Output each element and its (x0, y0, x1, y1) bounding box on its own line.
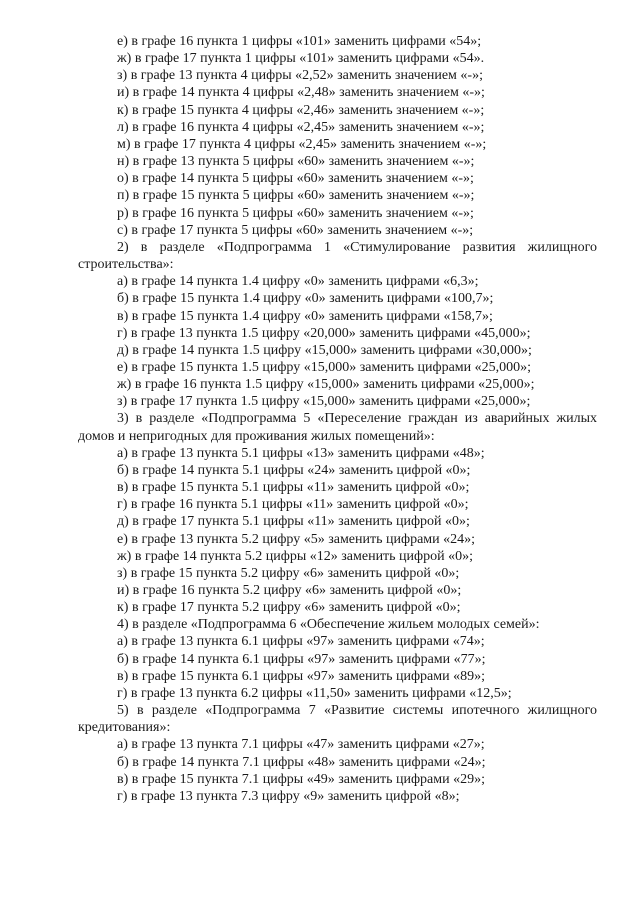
amendment-item: г) в графе 13 пункта 7.3 цифру «9» заменить цифрой «8»; (117, 788, 460, 804)
amendment-item: ж) в графе 16 пункта 1.5 цифру «15,000» заменить цифрами «25,000»; (117, 377, 535, 393)
amendment-item: е) в графе 15 пункта 1.5 цифру «15,000» заменить цифрами «25,000»; (117, 359, 532, 375)
amendment-item: к) в графе 15 пункта 4 цифры «2,46» заменить значением «-»; (117, 102, 485, 118)
section-heading-5-cont: кредитования»: (78, 720, 171, 736)
amendment-item: ж) в графе 14 пункта 5.2 цифры «12» заменить цифрой «0»; (117, 548, 473, 564)
amendment-item: д) в графе 14 пункта 1.5 цифру «15,000» заменить цифрами «30,000»; (117, 342, 532, 358)
section-heading-2: 2) в разделе «Подпрограмма 1 «Стимулирование развития жилищного (117, 239, 597, 255)
amendment-item: ж) в графе 17 пункта 1 цифры «101» заменить цифрами «54». (117, 51, 485, 67)
amendment-item: з) в графе 15 пункта 5.2 цифру «6» заменить цифрой «0»; (117, 565, 460, 581)
amendment-item: г) в графе 13 пункта 6.2 цифры «11,50» заменить цифрами «12,5»; (117, 685, 512, 701)
amendment-item: б) в графе 15 пункта 1.4 цифру «0» заменить цифрами «100,7»; (117, 291, 494, 307)
amendment-item: а) в графе 13 пункта 7.1 цифры «47» заменить цифрами «27»; (117, 737, 485, 753)
amendment-item: и) в графе 16 пункта 5.2 цифру «6» заменить цифрой «0»; (117, 583, 462, 598)
amendment-item: л) в графе 16 пункта 4 цифры «2,45» заменить значением «-»; (117, 119, 485, 135)
section-heading-2-cont: строительства»: (78, 257, 174, 273)
amendment-item: а) в графе 13 пункта 5.1 цифры «13» заменить цифрами «48»; (117, 445, 485, 461)
amendment-item: о) в графе 14 пункта 5 цифры «60» заменить значением «-»; (117, 171, 474, 187)
amendment-item: с) в графе 17 пункта 5 цифры «60» заменить значением «-»; (117, 222, 474, 238)
section-heading-3-cont: домов и непригодных для проживания жилых помещений»: (78, 428, 435, 444)
section-heading-4: 4) в разделе «Подпрограмма 6 «Обеспечение жильем молодых семей»: (117, 617, 540, 633)
amendment-item: р) в графе 16 пункта 5 цифры «60» заменить значением «-»; (117, 205, 474, 221)
amendment-item: г) в графе 13 пункта 1.5 цифру «20,000» заменить цифрами «45,000»; (117, 325, 531, 341)
amendment-item: к) в графе 17 пункта 5.2 цифру «6» заменить цифрой «0»; (117, 600, 461, 616)
amendment-item: з) в графе 17 пункта 1.5 цифру «15,000» заменить цифрами «25,000»; (117, 394, 531, 410)
amendment-item: е) в графе 16 пункта 1 цифры «101» заменить цифрами «54»; (117, 34, 482, 49)
amendment-item: д) в графе 17 пункта 5.1 цифры «11» заменить цифрой «0»; (117, 514, 470, 530)
amendment-item: а) в графе 14 пункта 1.4 цифру «0» заменить цифрами «6,3»; (117, 274, 479, 290)
amendment-item: н) в графе 13 пункта 5 цифры «60» заменить значением «-»; (117, 154, 475, 170)
amendment-item: з) в графе 13 пункта 4 цифры «2,52» заменить значением «-»; (117, 68, 483, 84)
amendment-item: е) в графе 13 пункта 5.2 цифру «5» заменить цифрами «24»; (117, 531, 476, 547)
amendment-item: в) в графе 15 пункта 5.1 цифры «11» заменить цифрой «0»; (117, 480, 470, 496)
amendment-item: в) в графе 15 пункта 1.4 цифру «0» заменить цифрами «158,7»; (117, 308, 493, 324)
amendment-item: п) в графе 15 пункта 5 цифры «60» заменить значением «-»; (117, 188, 475, 204)
amendment-item: в) в графе 15 пункта 7.1 цифры «49» заменить цифрами «29»; (117, 771, 486, 787)
amendment-item: б) в графе 14 пункта 5.1 цифры «24» заменить цифрой «0»; (117, 462, 471, 478)
amendment-item: м) в графе 17 пункта 4 цифры «2,45» заменить значением «-»; (117, 136, 487, 152)
section-heading-3: 3) в разделе «Подпрограмма 5 «Переселение граждан из аварийных жилых (117, 411, 597, 427)
amendment-item: б) в графе 14 пункта 6.1 цифры «97» заменить цифрами «77»; (117, 651, 486, 667)
amendment-item: а) в графе 13 пункта 6.1 цифры «97» заменить цифрами «74»; (117, 634, 485, 650)
amendment-item: в) в графе 15 пункта 6.1 цифры «97» заменить цифрами «89»; (117, 668, 486, 684)
amendment-item: г) в графе 16 пункта 5.1 цифры «11» заменить цифрой «0»; (117, 497, 469, 513)
amendment-item: и) в графе 14 пункта 4 цифры «2,48» заменить значением «-»; (117, 85, 485, 101)
amendment-item: б) в графе 14 пункта 7.1 цифры «48» заменить цифрами «24»; (117, 754, 486, 770)
section-heading-5: 5) в разделе «Подпрограмма 7 «Развитие системы ипотечного жилищного (117, 703, 597, 719)
